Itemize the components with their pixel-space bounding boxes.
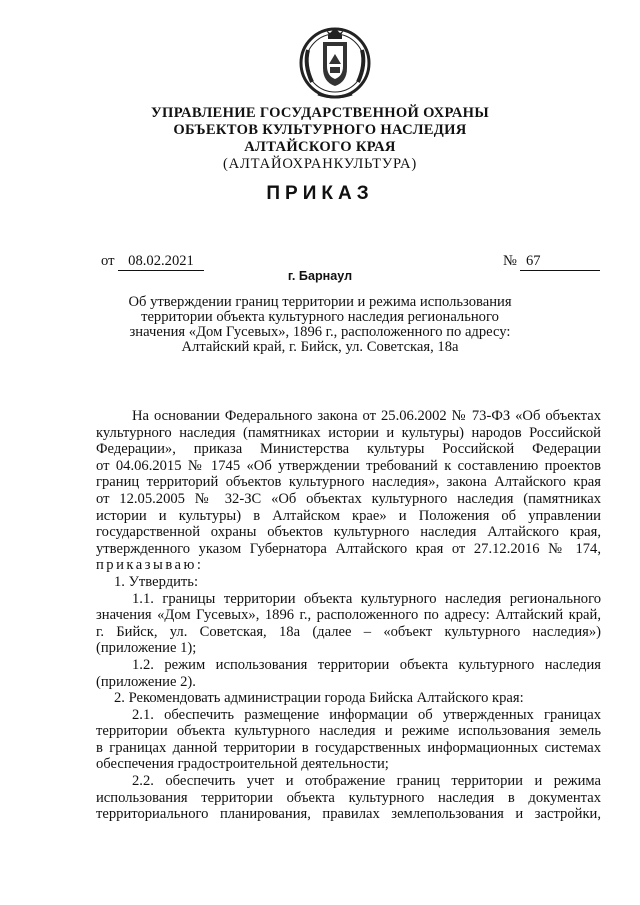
item-2-1-line: в границах данной территории в государственных информационных системах — [96, 739, 601, 756]
order-word: приказываю: — [96, 557, 204, 574]
number-label: № — [503, 253, 517, 269]
document-body — [96, 408, 601, 823]
org-name-line-3: АЛТАЙСКОГО КРАЯ — [244, 139, 396, 155]
subject-line: Об утверждении границ территории и режима использования — [128, 294, 512, 310]
altai-coat-of-arms-emblem — [296, 20, 374, 102]
city-name: г. Барнаул — [287, 269, 353, 283]
item-1: 1. Утвердить: — [114, 573, 199, 590]
item-1-1-line: 1.1. границы территории объекта культурного наследия регионального — [132, 590, 601, 607]
item-2: 2. Рекомендовать администрации города Бийска Алтайского края: — [114, 690, 524, 707]
item-1-2-line: 1.2. режим использования территории объекта культурного наследия — [132, 656, 601, 673]
document-type-title: ПРИКАЗ — [266, 183, 374, 204]
item-2-2-line: 2.2. обеспечить учет и отображение границ территории и режима — [132, 773, 601, 790]
preamble-line: границ территорий объектов культурного наследия», закона Алтайского края — [96, 474, 601, 491]
document-date: 08.02.2021 — [118, 253, 204, 271]
subject-line: Алтайский край, г. Бийск, ул. Советская, 18а — [181, 339, 459, 355]
preamble-line: утвержденного указом Губернатора Алтайского края от 27.12.2016 № 174, — [96, 540, 601, 557]
org-abbreviation: (АЛТАЙОХРАНКУЛЬТУРА) — [222, 156, 418, 172]
item-1-1-line: (приложение 1); — [96, 640, 197, 657]
document-number: 67 — [520, 253, 600, 271]
subject-line: территории объекта культурного наследия регионального — [141, 309, 499, 325]
item-1-1-line: значения «Дом Гусевых», 1896 г., расположенного по адресу: Алтайский край, — [96, 607, 601, 624]
preamble-line: На основании Федерального закона от 25.06.2002 № 73-ФЗ «Об объектах — [132, 408, 601, 424]
item-2-1-line: территории объекта культурного наследия и режиме использования земель — [96, 723, 601, 740]
document-subject — [80, 295, 560, 355]
subject-line: значения «Дом Гусевых», 1896 г., расположенного по адресу: — [129, 324, 511, 340]
item-2-1-line: обеспечения градостроительной деятельности; — [96, 756, 389, 773]
preamble-line: Федерации», приказа Министерства культуры Российской Федерации — [96, 441, 601, 458]
preamble-line: культурного наследия (памятниках истории и культуры) народов Российской — [96, 424, 601, 441]
date-label: от — [101, 253, 115, 269]
preamble-line: государственной охраны объектов культурного наследия Алтайского края, — [96, 524, 601, 541]
item-2-1-line: 2.1. обеспечить размещение информации об утвержденных границах — [132, 706, 601, 723]
item-1-1-line: г. Бийск, ул. Советская, 18а (далее – «объект культурного наследия») — [96, 623, 601, 640]
org-name-line-1: УПРАВЛЕНИЕ ГОСУДАРСТВЕННОЙ ОХРАНЫ — [151, 105, 489, 121]
preamble-line: от 12.05.2005 № 32-ЗС «Об объектах культурного наследия (памятниках — [96, 490, 601, 507]
preamble-line: истории и культуры) в Алтайском крае» и Положения об управлении — [96, 507, 601, 524]
preamble-line: от 04.06.2015 № 1745 «Об утверждении требований к составлению проектов — [96, 457, 601, 474]
item-1-2-line: (приложение 2). — [96, 673, 196, 690]
item-2-2-line: территориального планирования, правилах землепользования и застройки, — [96, 806, 601, 823]
item-2-2-line: использования территории объекта культурного наследия в документах — [96, 789, 601, 806]
org-name-line-2: ОБЪЕКТОВ КУЛЬТУРНОГО НАСЛЕДИЯ — [173, 122, 467, 138]
